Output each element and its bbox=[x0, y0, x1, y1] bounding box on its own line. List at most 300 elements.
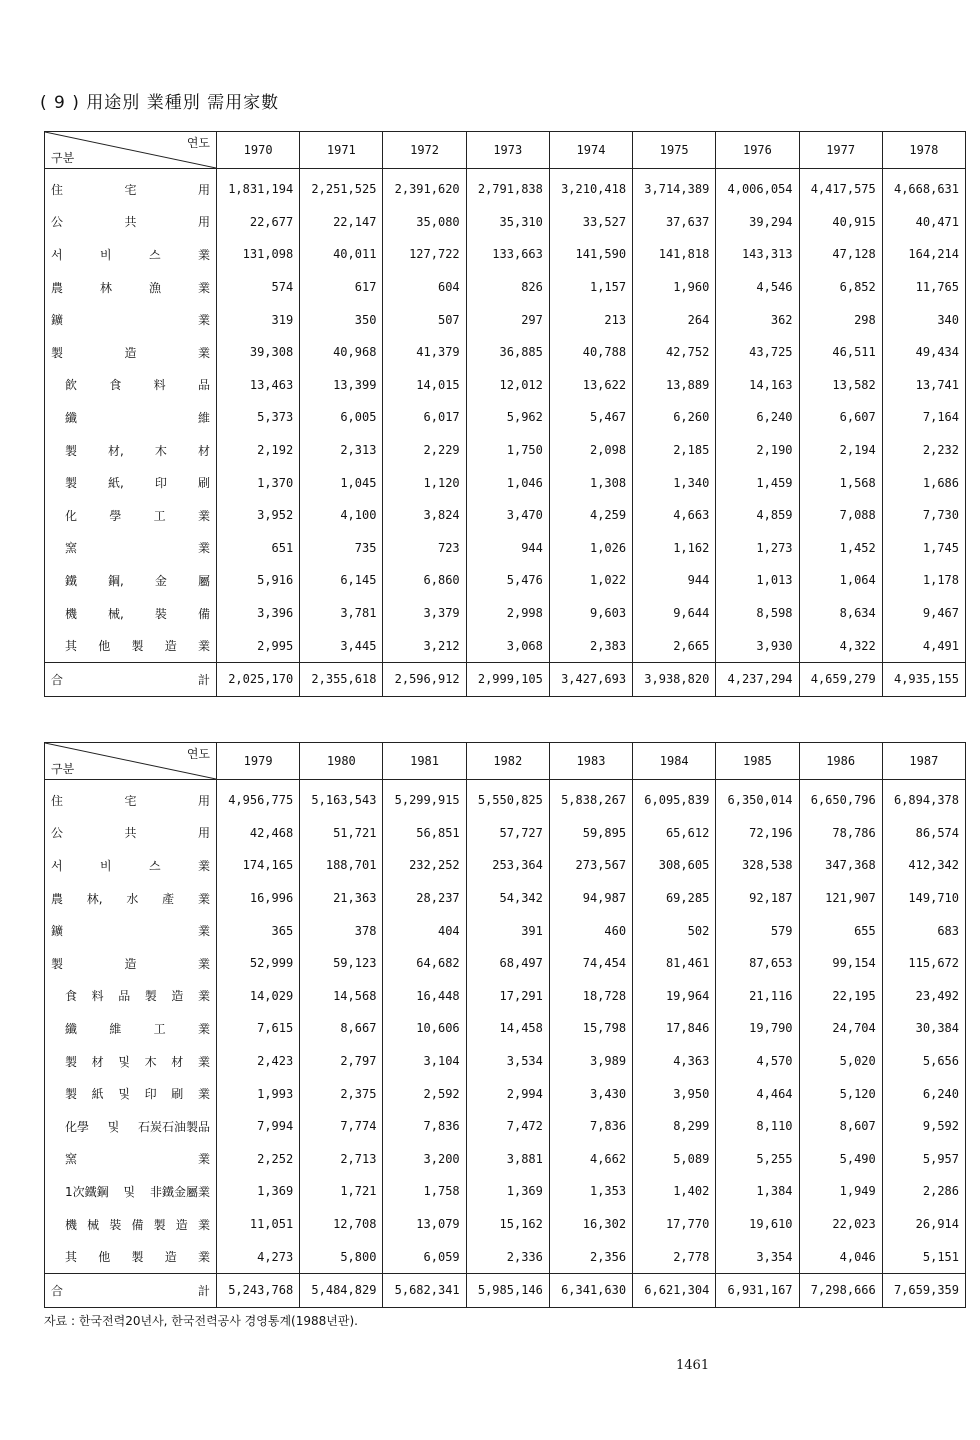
table-row bbox=[45, 597, 966, 630]
row-label-part: 業 bbox=[197, 891, 210, 906]
row-label bbox=[45, 1045, 217, 1078]
row-label-part: 造 bbox=[164, 639, 177, 654]
row-label-part: 刷 bbox=[171, 1087, 184, 1102]
table-row bbox=[45, 336, 966, 369]
row-label-part: 材 bbox=[171, 1054, 184, 1069]
table-cell: 6,931,167 bbox=[716, 1273, 799, 1307]
table-cell: 52,999 bbox=[217, 947, 300, 980]
table-cell: 14,029 bbox=[217, 980, 300, 1013]
row-label-part: 料 bbox=[91, 989, 104, 1004]
table-cell: 3,930 bbox=[716, 629, 799, 662]
table-cell: 1,686 bbox=[882, 466, 965, 499]
table-cell: 4,491 bbox=[882, 629, 965, 662]
table-cell: 2,391,620 bbox=[383, 169, 466, 206]
table-cell: 2,383 bbox=[549, 629, 632, 662]
table-cell: 46,511 bbox=[799, 336, 882, 369]
table-cell: 1,758 bbox=[383, 1175, 466, 1208]
table-cell: 5,656 bbox=[882, 1045, 965, 1078]
table-cell: 35,310 bbox=[466, 206, 549, 239]
table-cell: 18,728 bbox=[549, 980, 632, 1013]
table-cell: 4,668,631 bbox=[882, 169, 965, 206]
table-cell: 15,798 bbox=[549, 1012, 632, 1045]
table-cell: 127,722 bbox=[383, 238, 466, 271]
table-cell: 1,162 bbox=[633, 532, 716, 565]
row-label-part: 窯 bbox=[65, 1152, 78, 1167]
row-label-part: 共 bbox=[124, 826, 137, 841]
table-cell: 9,467 bbox=[882, 597, 965, 630]
row-label-part: 業 bbox=[197, 1021, 210, 1036]
table-cell: 36,885 bbox=[466, 336, 549, 369]
table-cell: 6,240 bbox=[716, 401, 799, 434]
table-cell: 72,196 bbox=[716, 817, 799, 850]
table-cell: 13,582 bbox=[799, 369, 882, 402]
table-row bbox=[45, 369, 966, 402]
table-cell: 17,291 bbox=[466, 980, 549, 1013]
year-header: 1987 bbox=[882, 743, 965, 780]
table-cell: 3,781 bbox=[300, 597, 383, 630]
row-label-part: 水 bbox=[126, 891, 139, 906]
table-cell: 6,621,304 bbox=[633, 1273, 716, 1307]
table-cell: 683 bbox=[882, 914, 965, 947]
table-row bbox=[45, 629, 966, 662]
table-cell: 378 bbox=[300, 914, 383, 947]
table-cell: 7,659,359 bbox=[882, 1273, 965, 1307]
table-cell: 57,727 bbox=[466, 817, 549, 850]
row-label-text bbox=[65, 1053, 210, 1070]
table-cell: 39,308 bbox=[217, 336, 300, 369]
table-cell: 7,164 bbox=[882, 401, 965, 434]
table-cell: 2,998 bbox=[466, 597, 549, 630]
table-cell: 944 bbox=[633, 564, 716, 597]
table-cell: 4,417,575 bbox=[799, 169, 882, 206]
table-cell: 1,745 bbox=[882, 532, 965, 565]
table-cell: 2,190 bbox=[716, 434, 799, 467]
table-cell: 4,006,054 bbox=[716, 169, 799, 206]
table-cell: 1,459 bbox=[716, 466, 799, 499]
row-label-text bbox=[65, 1183, 210, 1200]
row-label bbox=[45, 466, 217, 499]
row-label-part: 住 bbox=[51, 793, 64, 808]
table-cell: 5,800 bbox=[300, 1240, 383, 1273]
table-cell: 1,370 bbox=[217, 466, 300, 499]
table-cell: 2,252 bbox=[217, 1143, 300, 1176]
table-cell: 121,907 bbox=[799, 882, 882, 915]
table-cell: 298 bbox=[799, 303, 882, 336]
row-label-part: 非鐵金屬業 bbox=[149, 1184, 210, 1199]
table-row bbox=[45, 169, 966, 206]
row-label bbox=[45, 1175, 217, 1208]
table-cell: 21,363 bbox=[300, 882, 383, 915]
table-cell: 2,791,838 bbox=[466, 169, 549, 206]
table-cell: 51,721 bbox=[300, 817, 383, 850]
row-label-part: 屬 bbox=[197, 573, 210, 588]
row-label-text bbox=[51, 181, 210, 198]
row-label-part: 合 bbox=[51, 672, 64, 687]
table-cell: 1,721 bbox=[300, 1175, 383, 1208]
table-cell: 347,368 bbox=[799, 849, 882, 882]
table-cell: 28,237 bbox=[383, 882, 466, 915]
table-cell: 56,851 bbox=[383, 817, 466, 850]
row-label bbox=[45, 532, 217, 565]
row-label-part: 印 bbox=[154, 476, 167, 491]
year-header: 1984 bbox=[633, 743, 716, 780]
table-row bbox=[45, 466, 966, 499]
row-label-part: 및 bbox=[118, 1054, 130, 1069]
table-cell: 35,080 bbox=[383, 206, 466, 239]
table-cell: 42,468 bbox=[217, 817, 300, 850]
row-label bbox=[45, 780, 217, 817]
row-label-part: 宅 bbox=[124, 182, 137, 197]
row-label-text bbox=[65, 442, 210, 459]
table-cell: 78,786 bbox=[799, 817, 882, 850]
row-label bbox=[45, 882, 217, 915]
table-cell: 1,026 bbox=[549, 532, 632, 565]
row-label-text bbox=[65, 572, 210, 589]
table-cell: 7,836 bbox=[383, 1110, 466, 1143]
row-label-part: 食 bbox=[65, 989, 78, 1004]
year-header: 1972 bbox=[383, 132, 466, 169]
row-label-part: 飮 bbox=[65, 378, 78, 393]
row-label bbox=[45, 499, 217, 532]
row-label-part: 製 bbox=[131, 1250, 144, 1265]
table-row bbox=[45, 1045, 966, 1078]
table-cell: 2,356 bbox=[549, 1240, 632, 1273]
table-cell: 1,046 bbox=[466, 466, 549, 499]
table-cell: 1,353 bbox=[549, 1175, 632, 1208]
table-cell: 3,952 bbox=[217, 499, 300, 532]
table-cell: 2,592 bbox=[383, 1077, 466, 1110]
table-cell: 188,701 bbox=[300, 849, 383, 882]
table-cell: 4,570 bbox=[716, 1045, 799, 1078]
table-cell: 1,384 bbox=[716, 1175, 799, 1208]
table-1970-1978 bbox=[44, 131, 966, 697]
row-label-part: 漁 bbox=[148, 280, 161, 295]
table-cell: 8,110 bbox=[716, 1110, 799, 1143]
table-cell: 6,860 bbox=[383, 564, 466, 597]
corner-cell bbox=[45, 743, 217, 780]
table-cell: 26,914 bbox=[882, 1208, 965, 1241]
table-cell: 4,546 bbox=[716, 271, 799, 304]
table-cell: 3,445 bbox=[300, 629, 383, 662]
table-cell: 65,612 bbox=[633, 817, 716, 850]
table-cell: 39,294 bbox=[716, 206, 799, 239]
table-cell: 1,750 bbox=[466, 434, 549, 467]
row-label-text bbox=[65, 1150, 210, 1167]
table-cell: 651 bbox=[217, 532, 300, 565]
table-cell: 2,375 bbox=[300, 1077, 383, 1110]
row-label-part: 化學 bbox=[65, 1119, 90, 1134]
table-cell: 43,725 bbox=[716, 336, 799, 369]
row-label-part: 鑛 bbox=[51, 924, 64, 939]
table-row bbox=[45, 1110, 966, 1143]
row-label-part: 비 bbox=[99, 247, 112, 262]
year-header: 1981 bbox=[383, 743, 466, 780]
row-label-part: 農 bbox=[51, 891, 64, 906]
row-label-part: 機 bbox=[65, 1217, 78, 1232]
table-cell: 6,005 bbox=[300, 401, 383, 434]
table-cell: 22,147 bbox=[300, 206, 383, 239]
row-label-part: 紙 bbox=[91, 1087, 104, 1102]
row-label-part: 造 bbox=[171, 989, 184, 1004]
year-header: 1975 bbox=[633, 132, 716, 169]
row-label bbox=[45, 1273, 217, 1307]
row-label-part: 業 bbox=[197, 639, 210, 654]
table-cell: 24,704 bbox=[799, 1012, 882, 1045]
row-label-part: 備 bbox=[131, 1217, 144, 1232]
row-label-part: 木 bbox=[154, 443, 167, 458]
row-label-text bbox=[51, 279, 210, 296]
table-cell: 11,765 bbox=[882, 271, 965, 304]
table-cell: 3,430 bbox=[549, 1077, 632, 1110]
table-cell: 7,774 bbox=[300, 1110, 383, 1143]
table-cell: 22,023 bbox=[799, 1208, 882, 1241]
table-cell: 6,607 bbox=[799, 401, 882, 434]
row-label-part: 및 bbox=[118, 1087, 130, 1102]
row-label bbox=[45, 169, 217, 206]
table-cell: 579 bbox=[716, 914, 799, 947]
table-cell: 213 bbox=[549, 303, 632, 336]
table-cell: 826 bbox=[466, 271, 549, 304]
header-row bbox=[45, 743, 966, 780]
row-label-text bbox=[65, 507, 210, 524]
table-cell: 5,299,915 bbox=[383, 780, 466, 817]
table-row bbox=[45, 1012, 966, 1045]
table-cell: 40,968 bbox=[300, 336, 383, 369]
row-label-part: 住 bbox=[51, 182, 64, 197]
table-cell: 6,894,378 bbox=[882, 780, 965, 817]
table-cell: 59,123 bbox=[300, 947, 383, 980]
table-cell: 3,534 bbox=[466, 1045, 549, 1078]
corner-category-label: 구분 bbox=[51, 151, 75, 165]
table-cell: 4,363 bbox=[633, 1045, 716, 1078]
row-label-text bbox=[51, 311, 210, 328]
table-cell: 5,163,543 bbox=[300, 780, 383, 817]
table-cell: 4,322 bbox=[799, 629, 882, 662]
row-label-part: 業 bbox=[197, 1054, 210, 1069]
table-cell: 5,550,825 bbox=[466, 780, 549, 817]
table-cell: 1,045 bbox=[300, 466, 383, 499]
table-cell: 5,490 bbox=[799, 1143, 882, 1176]
row-label-text bbox=[65, 539, 210, 556]
row-label-part: 品 bbox=[118, 989, 131, 1004]
table-cell: 1,960 bbox=[633, 271, 716, 304]
table-cell: 8,607 bbox=[799, 1110, 882, 1143]
table-cell: 13,399 bbox=[300, 369, 383, 402]
row-label-part: 비 bbox=[99, 858, 112, 873]
table-cell: 365 bbox=[217, 914, 300, 947]
table-cell: 1,369 bbox=[466, 1175, 549, 1208]
table-cell: 115,672 bbox=[882, 947, 965, 980]
row-label-part: 用 bbox=[197, 793, 210, 808]
table-cell: 47,128 bbox=[799, 238, 882, 271]
row-label-part: 서 bbox=[51, 858, 63, 873]
table-cell: 149,710 bbox=[882, 882, 965, 915]
table-cell: 13,622 bbox=[549, 369, 632, 402]
row-label-part: 木 bbox=[144, 1054, 157, 1069]
table-cell: 5,682,341 bbox=[383, 1273, 466, 1307]
row-label-part: 用 bbox=[197, 826, 210, 841]
table-cell: 1,993 bbox=[217, 1077, 300, 1110]
row-label-part: 製 bbox=[131, 639, 144, 654]
table-cell: 94,987 bbox=[549, 882, 632, 915]
row-label-part: 鑛 bbox=[51, 313, 64, 328]
table-cell: 5,255 bbox=[716, 1143, 799, 1176]
table-cell: 7,836 bbox=[549, 1110, 632, 1143]
row-label bbox=[45, 434, 217, 467]
row-label-text bbox=[51, 890, 210, 907]
table-row bbox=[45, 849, 966, 882]
row-label-part: 業 bbox=[197, 1087, 210, 1102]
row-label bbox=[45, 1208, 217, 1241]
table-cell: 3,396 bbox=[217, 597, 300, 630]
row-label-text bbox=[51, 857, 210, 874]
row-label-part: 金 bbox=[154, 573, 167, 588]
table-cell: 92,187 bbox=[716, 882, 799, 915]
row-label-part: 業 bbox=[197, 280, 210, 295]
table-cell: 2,185 bbox=[633, 434, 716, 467]
table-cell: 33,527 bbox=[549, 206, 632, 239]
table-cell: 3,068 bbox=[466, 629, 549, 662]
table-cell: 2,665 bbox=[633, 629, 716, 662]
table-cell: 2,713 bbox=[300, 1143, 383, 1176]
table-cell: 253,364 bbox=[466, 849, 549, 882]
table-cell: 4,100 bbox=[300, 499, 383, 532]
table-cell: 6,145 bbox=[300, 564, 383, 597]
table-cell: 15,162 bbox=[466, 1208, 549, 1241]
table-cell: 3,714,389 bbox=[633, 169, 716, 206]
row-label-part: 製 bbox=[153, 1217, 166, 1232]
row-label bbox=[45, 1110, 217, 1143]
row-label-text bbox=[51, 1282, 210, 1299]
table-cell: 9,644 bbox=[633, 597, 716, 630]
table-cell: 40,788 bbox=[549, 336, 632, 369]
year-header: 1980 bbox=[300, 743, 383, 780]
row-label-part: 製 bbox=[65, 1054, 78, 1069]
row-label-part: 林, bbox=[86, 891, 103, 906]
row-label bbox=[45, 206, 217, 239]
table-cell: 5,476 bbox=[466, 564, 549, 597]
row-label-part: 서 bbox=[51, 247, 63, 262]
row-label-part: 造 bbox=[175, 1217, 188, 1232]
row-label-part: 및 bbox=[107, 1119, 120, 1134]
table-cell: 3,938,820 bbox=[633, 662, 716, 696]
table-cell: 9,603 bbox=[549, 597, 632, 630]
row-label-part: 機 bbox=[65, 606, 78, 621]
table-cell: 6,341,630 bbox=[549, 1273, 632, 1307]
table-cell: 5,962 bbox=[466, 401, 549, 434]
table-cell: 328,538 bbox=[716, 849, 799, 882]
table-cell: 1,831,194 bbox=[217, 169, 300, 206]
row-label-part: 他 bbox=[98, 1250, 111, 1265]
row-label-part: 產 bbox=[162, 891, 175, 906]
table-cell: 23,492 bbox=[882, 980, 965, 1013]
table-cell: 350 bbox=[300, 303, 383, 336]
table-cell: 3,881 bbox=[466, 1143, 549, 1176]
table-cell: 16,448 bbox=[383, 980, 466, 1013]
row-label-part: 械, bbox=[108, 606, 124, 621]
row-label-part: 스 bbox=[148, 858, 161, 873]
table-cell: 19,790 bbox=[716, 1012, 799, 1045]
table-cell: 12,708 bbox=[300, 1208, 383, 1241]
table-row bbox=[45, 1143, 966, 1176]
table-cell: 3,200 bbox=[383, 1143, 466, 1176]
row-label-part: 造 bbox=[124, 345, 137, 360]
table-cell: 2,778 bbox=[633, 1240, 716, 1273]
table-cell: 8,598 bbox=[716, 597, 799, 630]
table-cell: 2,232 bbox=[882, 434, 965, 467]
table-cell: 131,098 bbox=[217, 238, 300, 271]
row-label bbox=[45, 947, 217, 980]
table-cell: 74,454 bbox=[549, 947, 632, 980]
row-label-part: 其 bbox=[65, 1250, 78, 1265]
table-row bbox=[45, 1077, 966, 1110]
table-cell: 6,017 bbox=[383, 401, 466, 434]
table-cell: 9,592 bbox=[882, 1110, 965, 1143]
row-label-part: 業 bbox=[197, 345, 210, 360]
table-cell: 7,615 bbox=[217, 1012, 300, 1045]
row-label-part: 業 bbox=[197, 541, 210, 556]
table-cell: 5,957 bbox=[882, 1143, 965, 1176]
row-label-part: 業 bbox=[197, 1152, 210, 1167]
row-label bbox=[45, 1077, 217, 1110]
table-cell: 8,299 bbox=[633, 1110, 716, 1143]
source-note: 자료 : 한국전력20년사, 한국전력공사 경영통계(1988년판). bbox=[44, 1314, 358, 1328]
row-label bbox=[45, 271, 217, 304]
total-row bbox=[45, 662, 966, 696]
table-cell: 143,313 bbox=[716, 238, 799, 271]
table-cell: 5,373 bbox=[217, 401, 300, 434]
table-cell: 81,461 bbox=[633, 947, 716, 980]
row-label-part: 纖 bbox=[65, 1021, 78, 1036]
row-label-part: 業 bbox=[197, 1217, 210, 1232]
table-cell: 14,568 bbox=[300, 980, 383, 1013]
row-label-part: 用 bbox=[197, 215, 210, 230]
row-label bbox=[45, 629, 217, 662]
row-label-part: 他 bbox=[98, 639, 111, 654]
table-cell: 21,116 bbox=[716, 980, 799, 1013]
row-label-part: 工 bbox=[153, 1021, 166, 1036]
year-header: 1978 bbox=[882, 132, 965, 169]
table-cell: 7,088 bbox=[799, 499, 882, 532]
row-label-part: 業 bbox=[197, 1250, 210, 1265]
table-cell: 11,051 bbox=[217, 1208, 300, 1241]
row-label-part: 纖 bbox=[65, 410, 78, 425]
table-cell: 42,752 bbox=[633, 336, 716, 369]
row-label-part: 業 bbox=[197, 858, 210, 873]
table-cell: 174,165 bbox=[217, 849, 300, 882]
table-row bbox=[45, 532, 966, 565]
table-cell: 10,606 bbox=[383, 1012, 466, 1045]
row-label-part: 紙, bbox=[108, 476, 124, 491]
row-label bbox=[45, 564, 217, 597]
table-cell: 5,985,146 bbox=[466, 1273, 549, 1307]
table-row bbox=[45, 980, 966, 1013]
table-cell: 4,659,279 bbox=[799, 662, 882, 696]
table-cell: 3,427,693 bbox=[549, 662, 632, 696]
table-cell: 2,423 bbox=[217, 1045, 300, 1078]
row-label-part: 材, bbox=[108, 443, 124, 458]
corner-year-label: 연도 bbox=[186, 747, 210, 761]
row-label-text bbox=[51, 246, 210, 263]
row-label bbox=[45, 662, 217, 696]
row-label-part: 製 bbox=[65, 1087, 78, 1102]
table-row bbox=[45, 434, 966, 467]
table-cell: 133,663 bbox=[466, 238, 549, 271]
table-cell: 2,797 bbox=[300, 1045, 383, 1078]
row-label bbox=[45, 1143, 217, 1176]
table-cell: 6,059 bbox=[383, 1240, 466, 1273]
header-row bbox=[45, 132, 966, 169]
